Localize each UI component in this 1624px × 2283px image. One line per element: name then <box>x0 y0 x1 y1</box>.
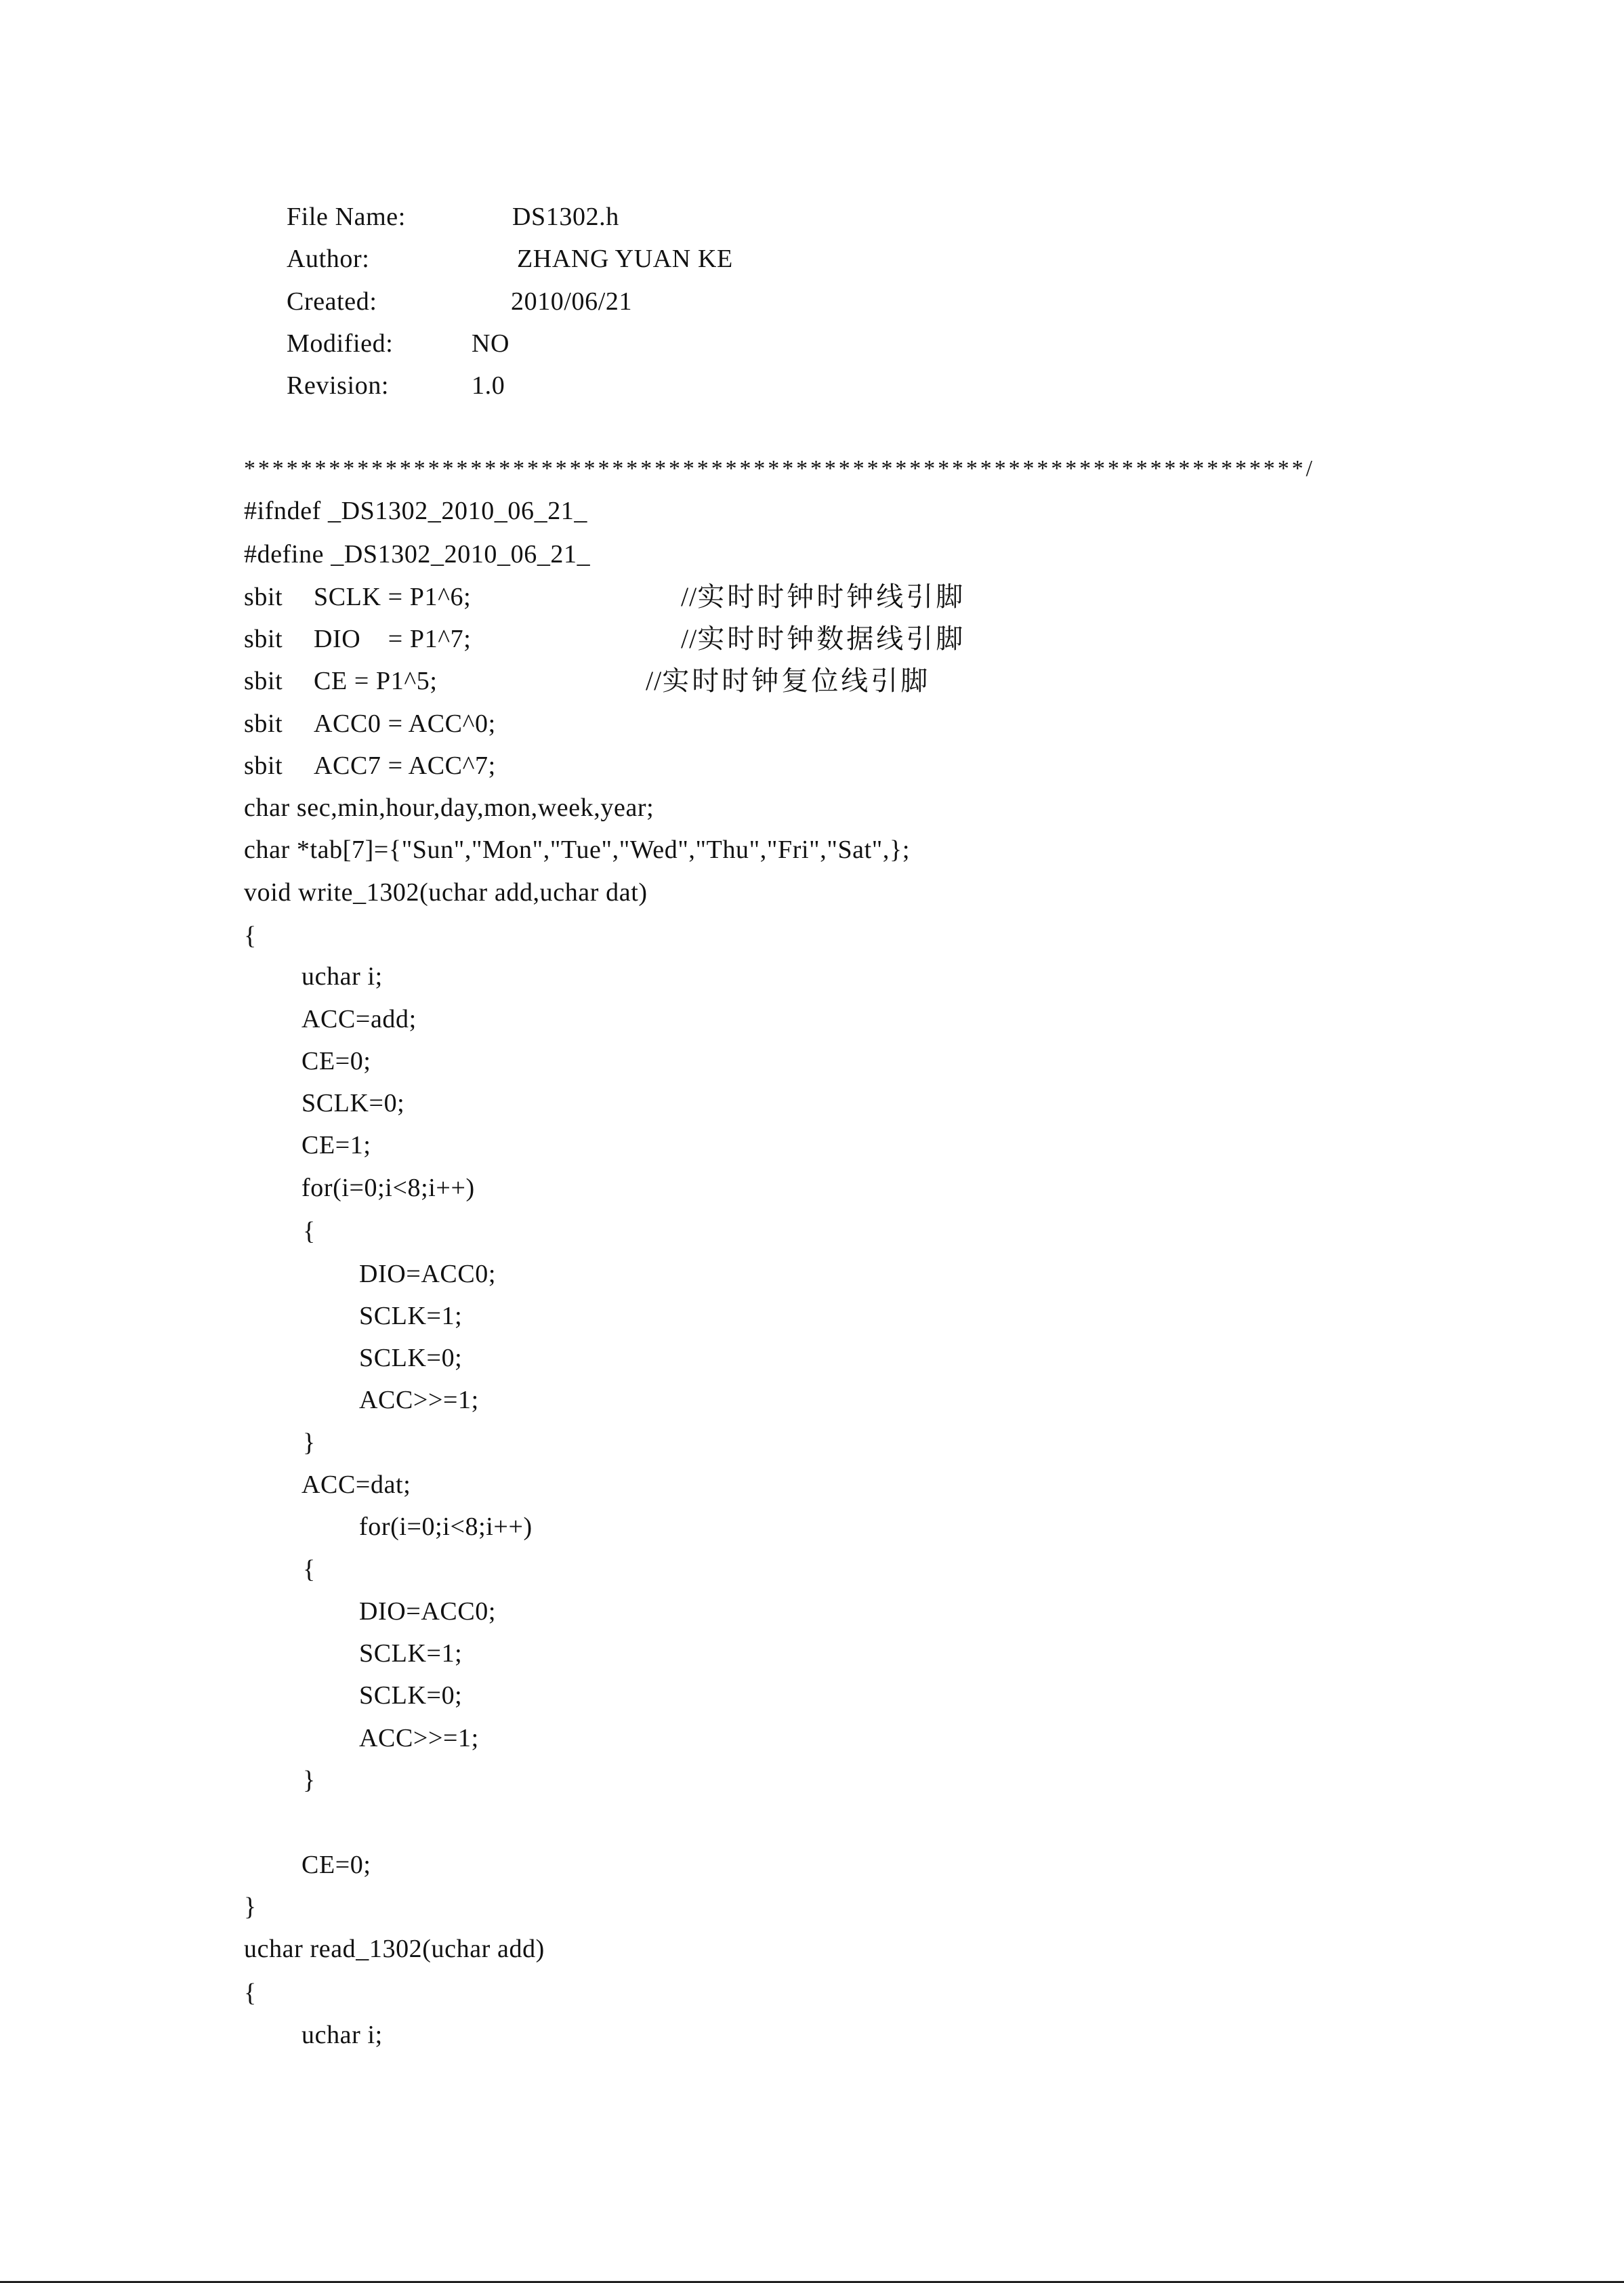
comment-slashes: // <box>681 623 698 654</box>
brace-open: { <box>303 1217 316 1246</box>
sbit-keyword: sbit <box>244 752 283 780</box>
code-line: SCLK=1; <box>359 1639 463 1668</box>
code-line: ACC>>=1; <box>359 1724 479 1752</box>
revision-value: 1.0 <box>472 371 505 400</box>
code-line: ACC=dat; <box>301 1470 411 1499</box>
sbit-dio-comment <box>681 623 965 655</box>
comment-slashes: // <box>646 665 663 696</box>
code-line: CE=0; <box>301 1047 371 1075</box>
code-line: ACC>>=1; <box>359 1386 479 1414</box>
code-line: uchar i; <box>301 2021 383 2049</box>
sbit-dio-decl: DIO = P1^7; <box>314 625 472 653</box>
comment-text: 实时时钟数据线引脚 <box>697 623 966 655</box>
sbit-ce-comment <box>646 665 930 697</box>
code-line: ACC=add; <box>301 1005 417 1033</box>
author-label: Author: <box>287 245 370 273</box>
brace-open: { <box>244 922 257 950</box>
sbit-sclk-comment <box>681 581 965 613</box>
created-value: 2010/06/21 <box>511 287 633 316</box>
sbit-keyword: sbit <box>244 583 283 611</box>
modified-label: Modified: <box>287 329 394 358</box>
code-line: SCLK=0; <box>359 1344 463 1372</box>
code-line: SCLK=1; <box>359 1302 463 1330</box>
sbit-sclk-decl: SCLK = P1^6; <box>314 583 472 611</box>
code-line: CE=0; <box>301 1851 371 1879</box>
sbit-keyword: sbit <box>244 709 283 738</box>
comment-separator: ***************************************************************************/ <box>244 456 1315 481</box>
code-line: SCLK=0; <box>301 1089 405 1117</box>
sbit-keyword: sbit <box>244 625 283 653</box>
sbit-acc7-decl: ACC7 = ACC^7; <box>314 752 496 780</box>
brace-close: } <box>303 1428 316 1457</box>
file-name-value: DS1302.h <box>512 203 619 231</box>
comment-slashes: // <box>681 581 698 612</box>
brace-open: { <box>244 1979 257 2007</box>
sbit-acc0-decl: ACC0 = ACC^0; <box>314 709 496 738</box>
code-line: CE=1; <box>301 1131 371 1159</box>
file-name-label: File Name: <box>287 203 406 231</box>
code-define: #define _DS1302_2010_06_21_ <box>244 540 591 569</box>
revision-label: Revision: <box>287 371 390 400</box>
code-line: SCLK=0; <box>359 1681 463 1710</box>
code-vars: char sec,min,hour,day,mon,week,year; <box>244 794 654 822</box>
code-line: uchar i; <box>301 962 383 991</box>
author-value: ZHANG YUAN KE <box>517 245 733 273</box>
code-line: DIO=ACC0; <box>359 1597 497 1626</box>
modified-value: NO <box>472 329 510 358</box>
created-label: Created: <box>287 287 377 316</box>
sbit-ce-decl: CE = P1^5; <box>314 667 438 695</box>
brace-close: } <box>244 1893 257 1921</box>
comment-text: 实时时钟时钟线引脚 <box>697 581 966 613</box>
code-line: for(i=0;i<8;i++) <box>301 1174 475 1202</box>
brace-close: } <box>303 1766 316 1794</box>
code-line: DIO=ACC0; <box>359 1260 497 1288</box>
code-line: for(i=0;i<8;i++) <box>359 1513 533 1541</box>
code-tab: char *tab[7]={"Sun","Mon","Tue","Wed","Thu","Fri","Sat",}; <box>244 836 911 864</box>
write-fn-signature: void write_1302(uchar add,uchar dat) <box>244 878 648 907</box>
brace-open: { <box>303 1555 316 1584</box>
sbit-keyword: sbit <box>244 667 283 695</box>
code-ifndef: #ifndef _DS1302_2010_06_21_ <box>244 497 588 525</box>
comment-text: 实时时钟复位线引脚 <box>662 665 931 697</box>
read-fn-signature: uchar read_1302(uchar add) <box>244 1935 545 1963</box>
